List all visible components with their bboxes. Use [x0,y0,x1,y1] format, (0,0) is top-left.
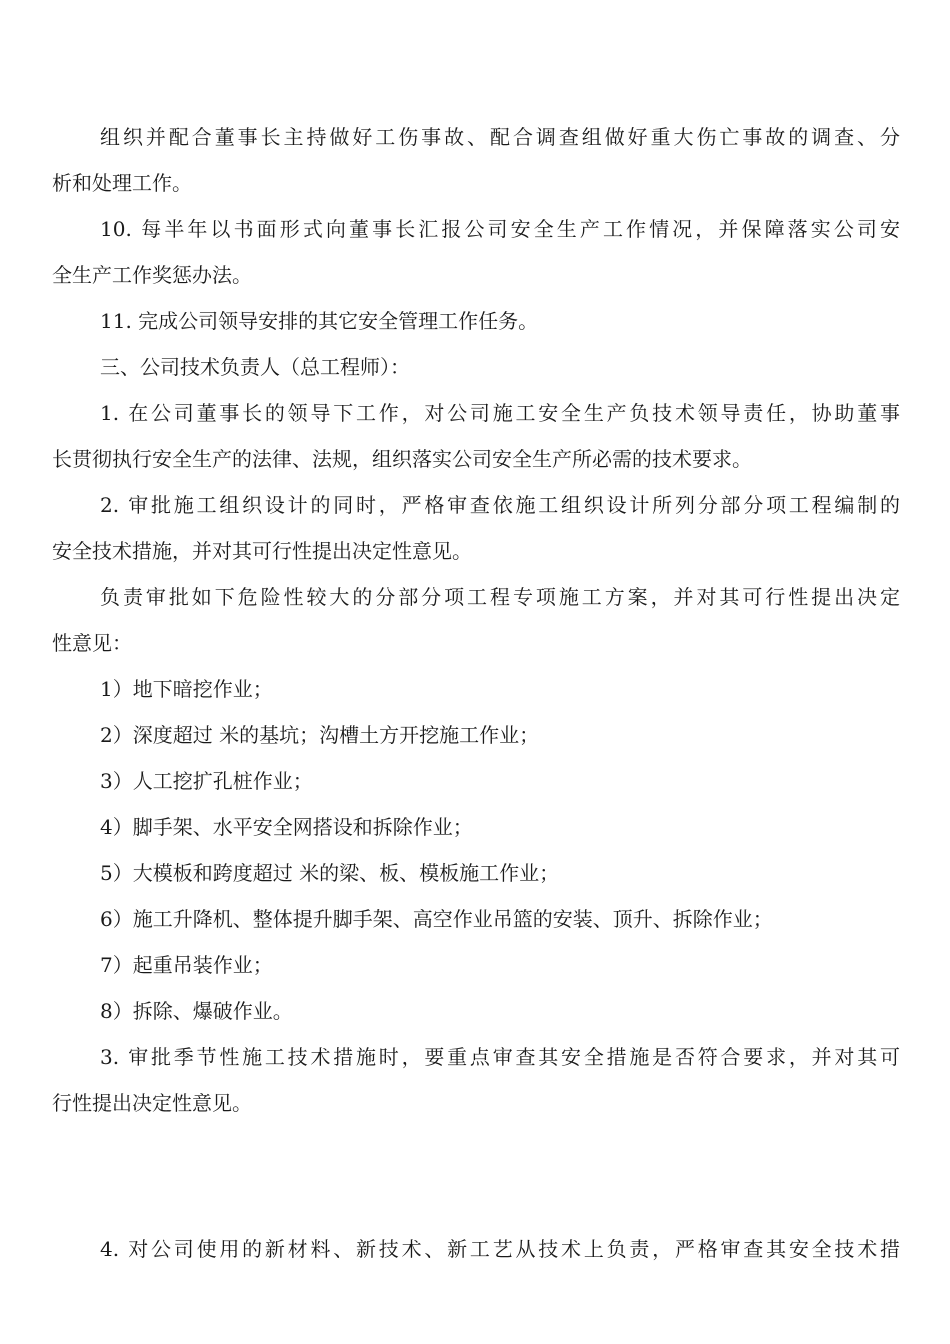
text-line: 3. 审批季节性施工技术措施时，要重点审查其安全措施是否符合要求，并对其可 [100,1045,900,1069]
list-item: 1）地下暗挖作业； [100,677,273,701]
text-line: 1. 在公司董事长的领导下工作，对公司施工安全生产负技术领导责任，协助董事 [100,401,900,425]
list-item: 2）深度超过 米的基坑；沟槽土方开挖施工作业； [100,723,540,747]
text-line: 10. 每半年以书面形式向董事长汇报公司安全生产工作情况，并保障落实公司安 [100,217,900,241]
text-line: 组织并配合董事长主持做好工伤事故、配合调查组做好重大伤亡事故的调查、分 [100,125,900,149]
list-item: 5）大模板和跨度超过 米的梁、板、模板施工作业； [100,861,560,885]
text-line: 11. 完成公司领导安排的其它安全管理工作任务。 [100,309,539,333]
text-line: 4. 对公司使用的新材料、新技术、新工艺从技术上负责，严格审查其安全技术措 [100,1237,900,1261]
section-heading: 三、公司技术负责人（总工程师）： [100,355,410,379]
list-item: 7）起重吊装作业； [100,953,273,977]
list-item: 4）脚手架、水平安全网搭设和拆除作业； [100,815,473,839]
text-line: 析和处理工作。 [52,171,192,195]
text-line: 2. 审批施工组织设计的同时，严格审查依施工组织设计所列分部分项工程编制的 [100,493,900,517]
text-line: 长贯彻执行安全生产的法律、法规，组织落实公司安全生产所必需的技术要求。 [52,447,752,471]
text-line: 行性提出决定性意见。 [52,1091,252,1115]
text-line: 安全技术措施，并对其可行性提出决定性意见。 [52,539,472,563]
list-item: 3）人工挖扩孔桩作业； [100,769,313,793]
text-line: 全生产工作奖惩办法。 [52,263,252,287]
text-line: 性意见： [52,631,132,655]
list-item: 6）施工升降机、整体提升脚手架、高空作业吊篮的安装、顶升、拆除作业； [100,907,773,931]
list-item: 8）拆除、爆破作业。 [100,999,293,1023]
text-line: 负责审批如下危险性较大的分部分项工程专项施工方案，并对其可行性提出决定 [100,585,900,609]
